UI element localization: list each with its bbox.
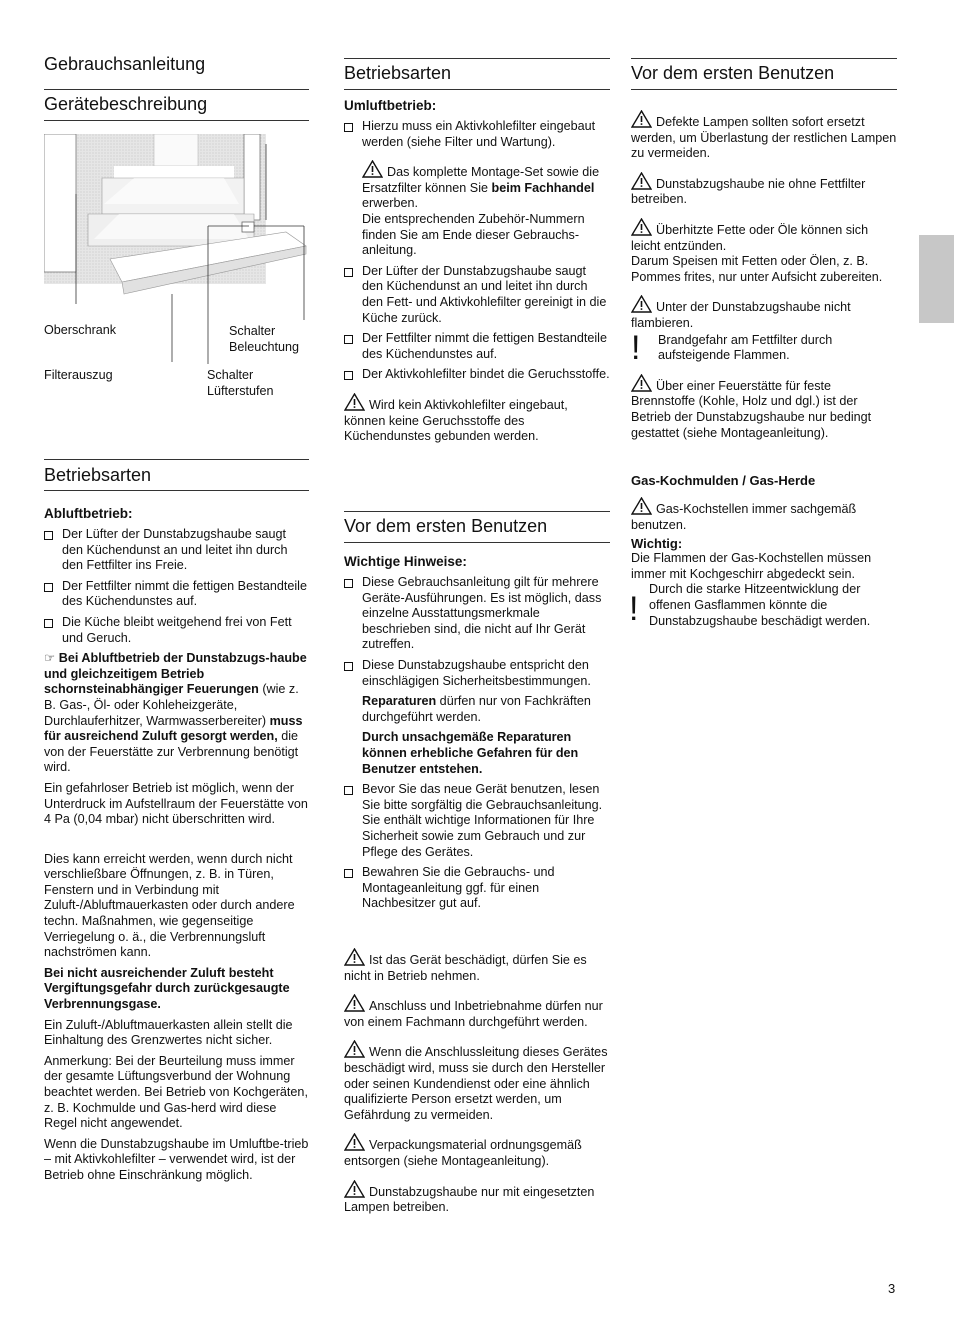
checkbox-bullet-icon [344,662,353,671]
paragraph: Ein gefahrloser Betrieb ist möglich, wenn der Unterdruck im Aufstellraum der Feuerstätte von 4 Pa (0,04 mbar) nicht überschritten wird. [44,780,308,827]
checkbox-bullet-icon [344,786,353,795]
divider [344,542,610,543]
section-heading-betriebsarten: Betriebsarten [44,465,152,485]
hints-heading: Wichtige Hinweise: [344,554,467,569]
list-item: Diese Dunstabzugshaube entspricht den einschlägigen Sicherheitsbestimmungen. [344,658,610,689]
checkbox-bullet-icon [344,579,353,588]
list-item: Bevor Sie das neue Gerät benutzen, lesen Sie bitte sorgfältig die Gebrauchsanleitung. Sie enthält wichtige Informationen für Ihre Sicherheit sowie zum Gebrauch und zur Pflege des Gerätes. [344,782,610,860]
warning-triangle-icon [631,218,652,236]
paragraph-bold: Bei nicht ausreichender Zuluft besteht Vergiftungsgefahr durch zurückgesaugte Verbrennungsgase. [44,965,290,1012]
checkbox-bullet-icon [344,371,353,380]
list-item: Die Küche bleibt weitgehend frei von Fett und Geruch. [44,615,309,646]
divider [344,511,610,512]
divider [44,120,309,121]
warning-note: Unter der Dunstabzugshaube nicht flambieren. [631,295,897,331]
divider [344,89,610,90]
abluft-heading: Abluftbetrieb: [44,506,133,521]
page-number: 3 [888,1281,896,1296]
checkbox-bullet-icon [344,869,353,878]
warning-triangle-icon [631,374,652,392]
exclamation-icon: ! [631,328,641,367]
abluft-list [44,527,309,646]
figure-label-schalter-beleuchtung: Schalter Beleuchtung [229,324,300,354]
paragraph: Anmerkung: Bei der Beurteilung muss immer der gesamte Lüftungsverbund der Wohnung beachtet werden. Bei Betrieb von Kochgeräten, z. B. Kochmulde und Gas-herd wird diese Regel nicht angewendet. [44,1053,308,1131]
divider [44,89,309,90]
warning-triangle-icon [344,994,365,1012]
umluft-section [344,98,610,445]
divider [44,459,309,460]
checkbox-bullet-icon [44,583,53,592]
hints-section [344,554,610,912]
list-item: Der Lüfter der Dunstabzugshaube saugt den Küchendunst an und leitet ihn durch den Fettfilter ins Freie. [44,527,309,574]
list-item: Der Fettfilter nimmt die fettigen Bestandteile des Küchendunstes auf. [44,579,309,610]
figure-label-filterauszug: Filterauszug [44,368,113,382]
paragraph: Dies kann erreicht werden, wenn durch nicht verschließbare Öffnungen, z. B. in Türen, Fenstern und in Verbindung mit Zuluft-/Abluftmauerkasten oder durch andere techn. Maßnahmen, wie gegenseitige Verriegelung o. ä., die Verbrennungsluft nachströmen kann. [44,851,295,960]
hints-list [344,575,610,689]
list-item: Hierzu muss ein Aktivkohlefilter eingebaut werden (siehe Filter und Wartung). [344,119,610,150]
list-item: Diese Gebrauchsanleitung gilt für mehrere Geräte-Ausführungen. Es ist möglich, dass einzelne Ausstattungsmerkmale beschrieben sind, die nicht auf Ihr Gerät zutreffen. [344,575,610,653]
safety-warnings [344,948,610,1216]
section-heading-vor-dem-ersten-benutzen: Vor dem ersten Benutzen [344,516,548,536]
checkbox-bullet-icon [344,335,353,344]
list-item: Der Lüfter der Dunstabzugshaube saugt den Küchendunst an und leitet ihn durch den Fett- und Aktivkohlefilter gereinigt in die Küche zurück. [344,264,610,326]
first-use-warnings [631,110,897,441]
section-heading-geraetebeschreibung: Gerätebeschreibung [44,94,208,114]
umluft-list [344,119,610,150]
warning-note: Das komplette Montage-Set sowie die Ersatzfilter können Sie beim Fachhandel erwerben. Die entsprechenden Zubehör-Nummern finden Sie am Ende dieser Gebrauchs-anleitung. [344,160,610,259]
figure-label-oberschrank: Oberschrank [44,323,117,337]
figure-label-schalter-luefterstufen: Schalter Lüfterstufen [207,368,274,398]
repair-warning: Durch unsachgemäße Reparaturen können erhebliche Gefahren für den Benutzer entstehen. [362,730,579,776]
warning-triangle-icon [344,1133,365,1151]
hints-list-2 [344,782,610,912]
warning-note: Wenn die Anschlussleitung dieses Gerätes beschädigt wird, muss sie durch den Hersteller oder seinen Kundendienst oder eine ähnlich qualifizierte Person ersetzt werden, um Gefährdung zu vermeiden. [344,1040,610,1123]
warning-note: Defekte Lampen sollten sofort ersetzt werden, um Überlastung der restlichen Lampen zu vermeiden. [631,110,897,162]
pointing-hand-icon: ☞ [44,651,59,666]
warning-triangle-icon [362,160,383,178]
abluft-note: ☞ Bei Abluftbetrieb der Dunstabzugs-haube und gleichzeitigem Betrieb schornsteinabhängiger Feuerungen (wie z. B. Gas-, Öl- oder Kohleheizgeräte, Durchlauferhitzer, Warmwasserbereiter) muss für ausreichend Zuluft gesorgt werden, die von der Feuerstätte zur Verbrennung benötigt wird. [44,651,307,775]
section-heading-betriebsarten: Betriebsarten [344,63,452,83]
warning-note: Anschluss und Inbetriebnahme dürfen nur von einem Fachmann durchgeführt werden. [344,994,610,1030]
warning-note: Wird kein Aktivkohlefilter eingebaut, können keine Geruchsstoffe des Küchendunstes gebunden werden. [344,393,610,445]
warning-triangle-icon [344,948,365,966]
checkbox-bullet-icon [344,123,353,132]
abluft-section [44,506,309,1184]
wichtig-text: Die Flammen der Gas-Kochstellen müssen immer mit Kochgeschirr abgedeckt sein. [631,551,872,581]
exclamation-note: ! Brandgefahr am Fettfilter durch aufsteigende Flammen. [631,328,833,367]
checkbox-bullet-icon [44,619,53,628]
exclamation-icon: ! [629,590,639,629]
paragraph: Ein Zuluft-/Abluftmauerkasten allein stellt die Einhaltung des Grenzwertes nicht sicher. [44,1017,293,1048]
umluft-heading: Umluftbetrieb: [344,98,437,113]
repair-note: Reparaturen dürfen nur von Fachkräften durchgeführt werden. [362,694,591,724]
warning-note: Verpackungsmaterial ordnungsgemäß entsorgen (siehe Montageanleitung). [344,1133,610,1169]
warning-triangle-icon [631,172,652,190]
umluft-list-2 [344,264,610,383]
divider [631,89,897,90]
warning-note: Über einer Feuerstätte für feste Brennstoffe (Kohle, Holz und dgl.) ist der Betrieb der Dunstabzugshaube nur bedingt gestattet (siehe Montageanleitung). [631,374,897,441]
warning-triangle-icon [344,393,365,411]
paragraph: Wenn die Dunstabzugshaube im Umluftbe-trieb – mit Aktivkohlefilter – verwendet wird, ist der Betrieb ohne Einschränkung möglich. [44,1136,309,1182]
list-item: Bewahren Sie die Gebrauchs- und Montageanleitung ggf. für einen Nachbesitzer gut auf. [344,865,610,912]
warning-note: Überhitzte Fette oder Öle können sich leicht entzünden. Darum Speisen mit Fetten oder Ölen, z. B. Pommes frites, nur unter Aufsicht zubereiten. [631,218,897,285]
warning-note: Ist das Gerät beschädigt, dürfen Sie es nicht in Betrieb nehmen. [344,948,610,984]
warning-triangle-icon [631,497,652,515]
warning-triangle-icon [344,1040,365,1058]
warning-note: Dunstabzugshaube nur mit eingesetzten Lampen betreiben. [344,1180,610,1216]
chapter-tab-marker [919,235,954,323]
warning-note: Gas-Kochstellen immer sachgemäß benutzen. [631,497,897,533]
list-item: Der Aktivkohlefilter bindet die Geruchsstoffe. [344,367,610,383]
divider [631,58,897,59]
warning-triangle-icon [344,1180,365,1198]
warning-triangle-icon [631,110,652,128]
section-heading-vor-dem-ersten-benutzen: Vor dem ersten Benutzen [631,63,835,83]
warning-note: Dunstabzugshaube nie ohne Fettfilter betreiben. [631,172,897,208]
checkbox-bullet-icon [344,268,353,277]
divider [44,490,309,491]
checkbox-bullet-icon [44,531,53,540]
doc-title: Gebrauchsanleitung [44,54,206,74]
divider [344,58,610,59]
warning-triangle-icon [631,295,652,313]
list-item: Der Fettfilter nimmt die fettigen Bestandteile des Küchendunstes auf. [344,331,610,362]
gas-section [631,473,897,629]
exclamation-note: ! Durch die starke Hitzeentwicklung der offenen Gasflammen könnte die Dunstabzugshaube beschädigt werden. [629,582,871,629]
gas-heading: Gas-Kochmulden / Gas-Herde [631,473,816,488]
wichtig-label: Wichtig: [631,536,683,552]
